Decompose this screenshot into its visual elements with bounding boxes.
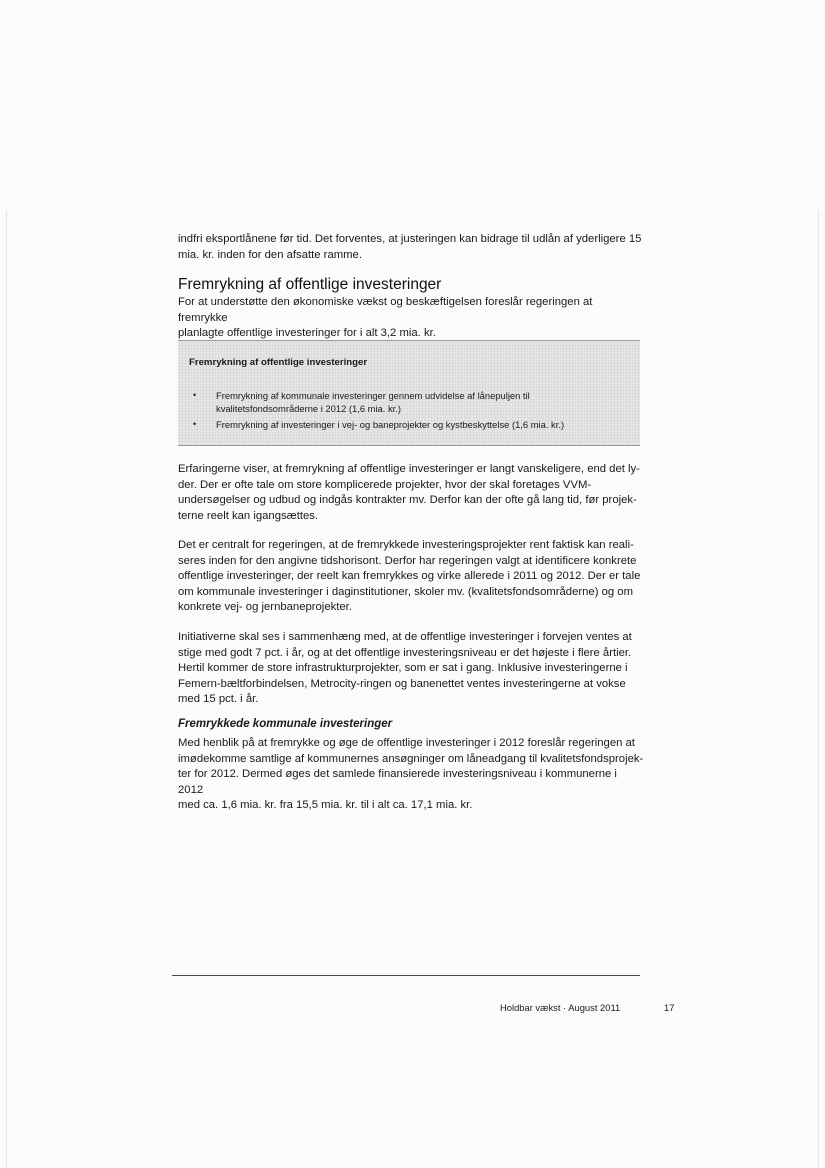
- list-item: [178, 418, 640, 431]
- section-heading: Fremrykning af offentlige investeringer: [178, 276, 442, 293]
- subsection-paragraph: Med henblik på at fremrykke og øge de offentlige investeringer i 2012 foreslår regeringen at imødekomme samtlige af kommunernes ansøgninger om låneadgang til kvalitetsfondsprojek- ter for 2012. Dermed øges det samlede finansierede investeringsniveau i kommunerne i 2012 med ca. 1,6 mia. kr. fra 15,5 mia. kr. til i alt ca. 17,1 mia. kr.: [178, 737, 644, 812]
- bullet-icon: •: [193, 419, 197, 429]
- paragraph: Det er centralt for regeringen, at de fremrykkede investeringsprojekter rent faktisk kan reali- seres inden for den angivne tidshorisont. Derfor har regeringen valgt at identificere konkrete offentlige investeringer, der reelt kan fremrykkes og virke allerede i 2011 og 2012. Der er tale om kommunale investeringer i daginstitutioner, skoler mv. (kvalitetsfondsområderne) og om konkrete vej- og jernbaneprojekter.: [178, 539, 641, 614]
- paragraph: Erfaringerne viser, at fremrykning af offentlige investeringer er langt vanskeligere, end det ly- der. Der er ofte tale om store komplicerede projekter, hvor der skal foretages VVM- undersøgelser og udbud og indgås kontrakter mv. Derfor kan der ofte gå lang tid, før projek- terne reelt kan igangsættes.: [178, 463, 640, 522]
- scan-margin-line-right: [818, 210, 819, 1168]
- scan-margin-line-left: [6, 210, 7, 1168]
- list-item-text: Fremrykning af kommunale investeringer gennem udvidelse af lånepuljen til kvalitetsfondsområderne i 2012 (1,6 mia. kr.): [216, 390, 530, 414]
- list-item-text: Fremrykning af investeringer i vej- og baneprojekter og kystbeskyttelse (1,6 mia. kr.): [216, 419, 565, 430]
- bullet-icon: •: [193, 390, 197, 400]
- page-number: 17: [664, 1002, 675, 1013]
- footer-divider: [172, 975, 640, 976]
- intro-paragraph: indfri eksportlånene før tid. Det forventes, at justeringen kan bidrage til udlån af yderligere 15 mia. kr. inden for den afsatte ramme.: [178, 233, 642, 261]
- footer-title: Holdbar vækst · August 2011: [500, 1002, 621, 1013]
- section-lead-paragraph: For at understøtte den økonomiske vækst og beskæftigelsen foreslår regeringen at fremrykke planlagte offentlige investeringer for i alt 3,2 mia. kr.: [178, 296, 593, 340]
- info-box-title: Fremrykning af offentlige investeringer: [189, 357, 368, 368]
- info-box-list: [178, 389, 640, 434]
- subsection-heading: Fremrykkede kommunale investeringer: [178, 718, 393, 730]
- info-box: [178, 340, 640, 446]
- paragraph: Initiativerne skal ses i sammenhæng med, at de offentlige investeringer i forvejen ventes at stige med godt 7 pct. i år, og at det offentlige investeringsniveau er det højeste i flere årtier. Hertil kommer de store infrastrukturprojekter, som er sat i gang. Inklusive investeringerne i Femern-bæltforbindelsen, Metrocity-ringen og banenettet ventes investeringerne at vokse med 15 pct. i år.: [178, 631, 632, 706]
- list-item: [178, 389, 640, 415]
